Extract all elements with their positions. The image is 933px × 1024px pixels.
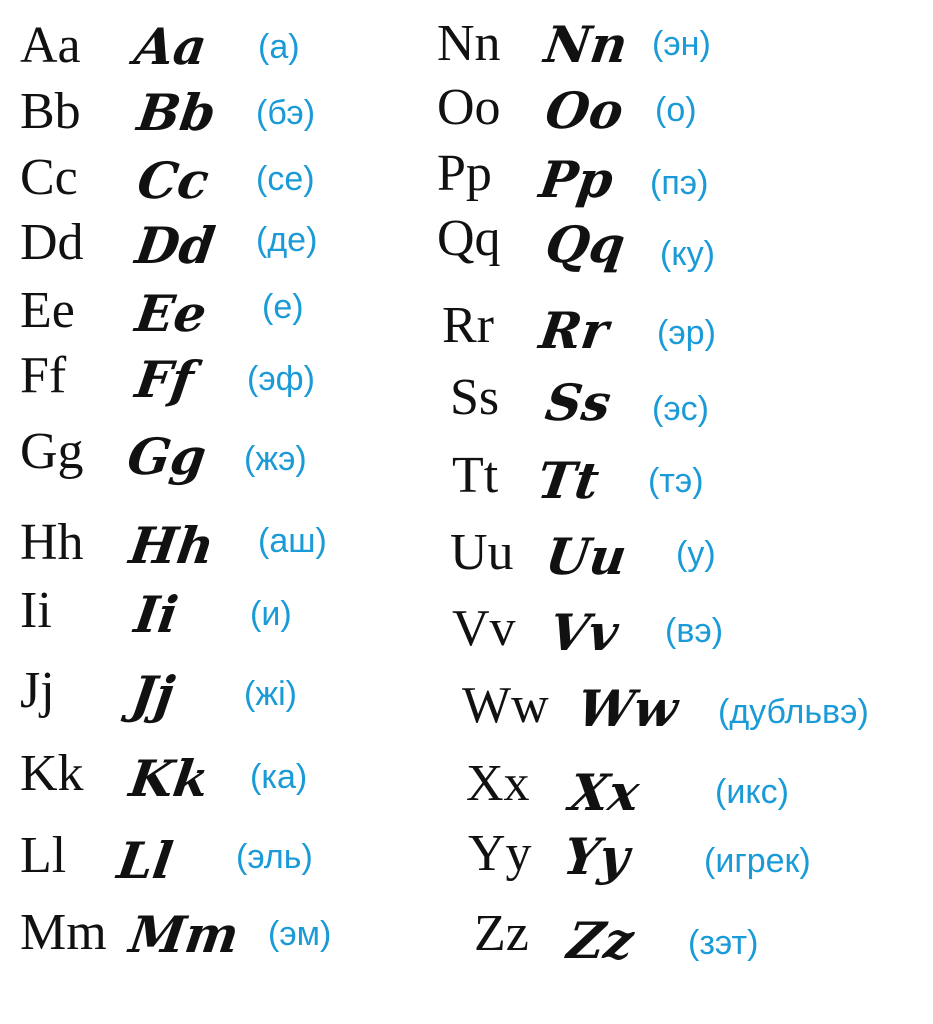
print-letter-pair: Vv	[452, 600, 516, 657]
script-letter-pair: Jj	[127, 665, 178, 724]
print-letter-pair: Ww	[462, 677, 549, 734]
print-letter-pair: Cc	[20, 149, 78, 206]
pronunciation-label: (аш)	[258, 522, 327, 560]
print-letter-pair: Jj	[20, 662, 55, 719]
print-letter-pair: Nn	[437, 15, 501, 72]
pronunciation-label: (пэ)	[650, 164, 709, 202]
print-letter-pair: Rr	[442, 297, 494, 354]
print-letter-pair: Ee	[20, 282, 75, 339]
print-letter-pair: Ll	[20, 827, 67, 884]
script-letter-pair: Tt	[533, 451, 603, 510]
script-letter-pair: Kk	[125, 749, 213, 808]
script-letter-pair: Ll	[113, 831, 177, 890]
script-letter-pair: Pp	[535, 150, 617, 209]
script-letter-pair: Gg	[123, 427, 210, 486]
pronunciation-label: (зэт)	[688, 924, 759, 962]
pronunciation-label: (ка)	[250, 758, 308, 796]
print-letter-pair: Qq	[437, 210, 501, 267]
print-letter-pair: Uu	[450, 524, 514, 581]
pronunciation-label: (эн)	[652, 25, 711, 63]
pronunciation-label: (е)	[262, 288, 304, 326]
script-letter-pair: Ii	[130, 585, 182, 644]
pronunciation-label: (дубльвэ)	[718, 693, 869, 731]
pronunciation-label: (эф)	[247, 360, 315, 398]
pronunciation-label: (эм)	[268, 915, 332, 953]
script-letter-pair: Xx	[565, 763, 643, 822]
print-letter-pair: Tt	[452, 447, 499, 504]
print-letter-pair: Zz	[474, 905, 529, 962]
pronunciation-label: (се)	[256, 160, 315, 198]
pronunciation-label: (бэ)	[256, 94, 316, 132]
print-letter-pair: Mm	[20, 904, 107, 961]
script-letter-pair: Bb	[133, 83, 220, 142]
print-letter-pair: Bb	[20, 83, 81, 140]
script-letter-pair: Ff	[131, 350, 198, 409]
script-letter-pair: Nn	[540, 15, 632, 74]
pronunciation-label: (игрек)	[704, 842, 811, 880]
pronunciation-label: (вэ)	[665, 612, 724, 650]
print-letter-pair: Hh	[20, 514, 84, 571]
script-letter-pair: Hh	[125, 516, 218, 575]
pronunciation-label: (эль)	[236, 838, 313, 876]
pronunciation-label: (икс)	[715, 773, 789, 811]
print-letter-pair: Pp	[437, 145, 492, 202]
print-letter-pair: Dd	[20, 214, 84, 271]
print-letter-pair: Gg	[20, 423, 84, 480]
pronunciation-label: (де)	[256, 221, 318, 259]
pronunciation-label: (эр)	[657, 314, 716, 352]
script-letter-pair: Uu	[541, 527, 631, 586]
pronunciation-label: (ку)	[660, 235, 715, 273]
print-letter-pair: Yy	[468, 825, 532, 882]
script-letter-pair: Ee	[131, 284, 211, 343]
print-letter-pair: Xx	[466, 755, 530, 812]
pronunciation-label: (эс)	[652, 390, 709, 428]
script-letter-pair: Aa	[130, 17, 211, 76]
script-letter-pair: Zz	[563, 911, 638, 970]
print-letter-pair: Aa	[20, 17, 81, 74]
print-letter-pair: Ss	[450, 369, 500, 426]
pronunciation-label: (жэ)	[244, 440, 307, 478]
script-letter-pair: Yy	[559, 827, 633, 886]
script-letter-pair: Dd	[131, 216, 219, 275]
pronunciation-label: (у)	[676, 535, 716, 573]
script-letter-pair: Cc	[133, 151, 213, 210]
script-letter-pair: Qq	[541, 215, 629, 274]
print-letter-pair: Ff	[20, 347, 67, 404]
pronunciation-label: (о)	[655, 91, 697, 129]
pronunciation-label: (и)	[250, 595, 292, 633]
print-letter-pair: Oo	[437, 79, 501, 136]
pronunciation-label: (а)	[258, 28, 300, 66]
pronunciation-label: (жі)	[244, 675, 297, 713]
script-letter-pair: Mm	[125, 905, 243, 964]
print-letter-pair: Kk	[20, 745, 84, 802]
script-letter-pair: Oo	[541, 81, 628, 140]
pronunciation-label: (тэ)	[648, 462, 704, 500]
script-letter-pair: Ww	[573, 679, 682, 738]
print-letter-pair: Ii	[20, 582, 52, 639]
script-letter-pair: Rr	[535, 301, 613, 360]
script-letter-pair: Ss	[541, 373, 615, 432]
script-letter-pair: Vv	[545, 603, 623, 662]
